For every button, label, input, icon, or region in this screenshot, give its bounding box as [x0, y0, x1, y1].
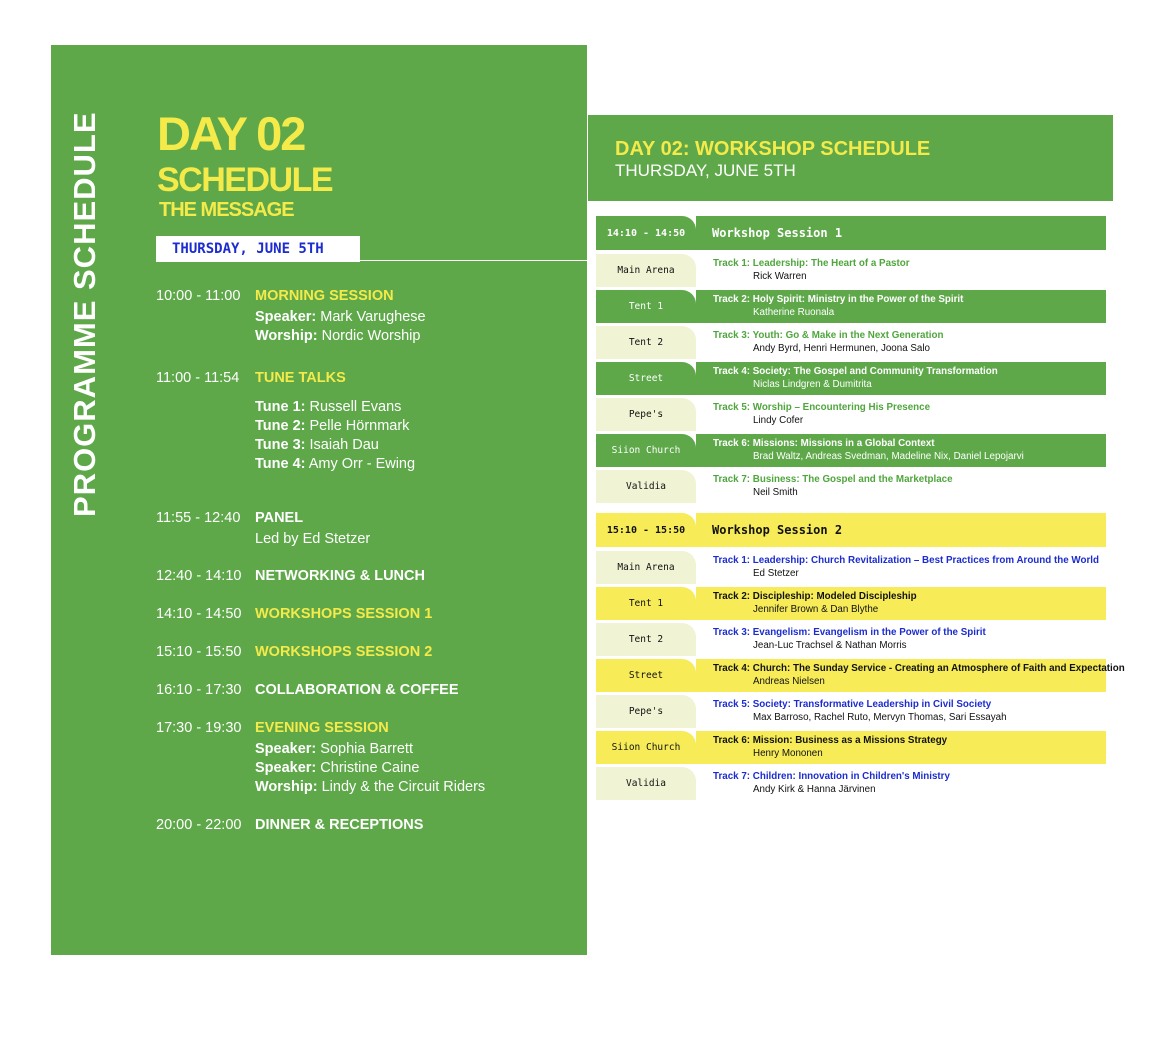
track-location: Validia [596, 470, 696, 503]
schedule-title: SCHEDULE [157, 161, 333, 199]
track-row [596, 398, 1106, 431]
track-speakers: Andreas Nielsen [753, 676, 825, 687]
schedule-time: 20:00 - 22:00 [156, 817, 242, 833]
session-time: 14:10 - 14:50 [596, 216, 696, 250]
schedule-title: DINNER & RECEPTIONS [255, 817, 424, 833]
schedule-title: WORKSHOPS SESSION 2 [255, 644, 433, 660]
schedule-time: 17:30 - 19:30 [156, 720, 242, 736]
track-row [596, 767, 1106, 800]
track-row [596, 326, 1106, 359]
track-location: Street [596, 659, 696, 692]
track-title: Track 1: Leadership: Church Revitalization – Best Practices from Around the World [713, 555, 1099, 566]
schedule-title: PANEL [255, 510, 304, 526]
track-title: Track 5: Worship – Encountering His Presence [713, 402, 931, 413]
track-title: Track 5: Society: Transformative Leadership in Civil Society [713, 699, 992, 710]
schedule-title: EVENING SESSION [255, 720, 389, 736]
schedule-detail: Worship: Nordic Worship [255, 328, 421, 344]
session-label: Workshop Session 2 [712, 523, 843, 537]
schedule-time: 12:40 - 14:10 [156, 568, 242, 584]
track-title: Track 7: Business: The Gospel and the Marketplace [713, 474, 953, 485]
track-speakers: Brad Waltz, Andreas Svedman, Madeline Nix, Daniel Lepojarvi [753, 451, 1024, 462]
schedule-detail: Tune 2: Pelle Hörnmark [255, 418, 410, 434]
track-row [596, 254, 1106, 287]
track-row [596, 434, 1106, 467]
workshop-header [588, 115, 1113, 201]
track-speakers: Max Barroso, Rachel Ruto, Mervyn Thomas, Sari Essayah [753, 712, 1007, 723]
workshop-schedule-title: DAY 02: WORKSHOP SCHEDULE [615, 138, 931, 160]
track-row [596, 551, 1106, 584]
track-location: Tent 2 [596, 623, 696, 656]
track-title: Track 1: Leadership: The Heart of a Pastor [713, 258, 910, 269]
schedule-detail: Speaker: Mark Varughese [255, 309, 426, 325]
track-title: Track 2: Holy Spirit: Ministry in the Power of the Spirit [713, 294, 964, 305]
track-title: Track 6: Mission: Business as a Missions Strategy [713, 735, 948, 746]
track-location: Street [596, 362, 696, 395]
track-row [596, 731, 1106, 764]
workshop-date: THURSDAY, JUNE 5TH [615, 161, 796, 180]
track-speakers: Rick Warren [753, 271, 807, 282]
track-location: Tent 1 [596, 587, 696, 620]
schedule-time: 10:00 - 11:00 [156, 288, 241, 304]
divider [360, 260, 587, 261]
day-title: DAY 02 [157, 107, 305, 160]
track-title: Track 2: Discipleship: Modeled Discipleship [713, 591, 917, 602]
track-location: Pepe's [596, 398, 696, 431]
track-location: Pepe's [596, 695, 696, 728]
track-speakers: Jean-Luc Trachsel & Nathan Morris [753, 640, 907, 651]
track-speakers: Lindy Cofer [753, 415, 804, 426]
schedule-time: 14:10 - 14:50 [156, 606, 242, 622]
track-location: Main Arena [596, 551, 696, 584]
session-time: 15:10 - 15:50 [596, 513, 696, 547]
schedule-title: NETWORKING & LUNCH [255, 568, 425, 584]
track-location: Tent 2 [596, 326, 696, 359]
session-header [596, 216, 1106, 250]
track-title: Track 4: Church: The Sunday Service - Creating an Atmosphere of Faith and Expectation [713, 663, 1125, 674]
schedule-detail: Speaker: Christine Caine [255, 760, 420, 776]
session-label: Workshop Session 1 [712, 226, 843, 240]
schedule-detail: Tune 1: Russell Evans [255, 399, 402, 415]
track-speakers: Jennifer Brown & Dan Blythe [753, 604, 879, 615]
track-row [596, 290, 1106, 323]
left-panel [51, 45, 587, 955]
track-row [596, 623, 1106, 656]
track-location: Validia [596, 767, 696, 800]
schedule-time: 11:00 - 11:54 [156, 370, 240, 386]
schedule-detail: Speaker: Sophia Barrett [255, 741, 413, 757]
track-speakers: Henry Mononen [753, 748, 823, 759]
track-location: Siion Church [596, 434, 696, 467]
session-header [596, 513, 1106, 547]
programme-schedule-vertical-title: PROGRAMME SCHEDULE [67, 111, 102, 517]
track-speakers: Niclas Lindgren & Dumitrita [753, 379, 872, 390]
schedule-detail: Led by Ed Stetzer [255, 531, 371, 547]
track-speakers: Neil Smith [753, 487, 798, 498]
track-speakers: Katherine Ruonala [753, 307, 835, 318]
track-row [596, 587, 1106, 620]
track-speakers: Andy Kirk & Hanna Järvinen [753, 784, 876, 795]
schedule-title: TUNE TALKS [255, 370, 346, 386]
track-row [596, 470, 1106, 503]
schedule-title: MORNING SESSION [255, 288, 394, 304]
date-label: THURSDAY, JUNE 5TH [156, 236, 360, 262]
schedule-title: COLLABORATION & COFFEE [255, 682, 459, 698]
track-title: Track 3: Youth: Go & Make in the Next Generation [713, 330, 944, 341]
track-row [596, 362, 1106, 395]
track-title: Track 4: Society: The Gospel and Community Transformation [713, 366, 998, 377]
track-location: Main Arena [596, 254, 696, 287]
schedule-detail: Worship: Lindy & the Circuit Riders [255, 779, 486, 795]
track-row [596, 695, 1106, 728]
track-speakers: Andy Byrd, Henri Hermunen, Joona Salo [753, 343, 930, 354]
schedule-time: 16:10 - 17:30 [156, 682, 242, 698]
message-title: THE MESSAGE [159, 199, 294, 221]
schedule-time: 15:10 - 15:50 [156, 644, 242, 660]
track-location: Tent 1 [596, 290, 696, 323]
track-title: Track 3: Evangelism: Evangelism in the Power of the Spirit [713, 627, 986, 638]
schedule-detail: Tune 3: Isaiah Dau [255, 437, 379, 453]
schedule-time: 11:55 - 12:40 [156, 510, 241, 526]
track-title: Track 7: Children: Innovation in Children's Ministry [713, 771, 950, 782]
schedule-detail: Tune 4: Amy Orr - Ewing [255, 456, 416, 472]
track-row [596, 659, 1125, 692]
schedule-title: WORKSHOPS SESSION 1 [255, 606, 433, 622]
track-speakers: Ed Stetzer [753, 568, 799, 579]
track-title: Track 6: Missions: Missions in a Global Context [713, 438, 935, 449]
track-location: Siion Church [596, 731, 696, 764]
